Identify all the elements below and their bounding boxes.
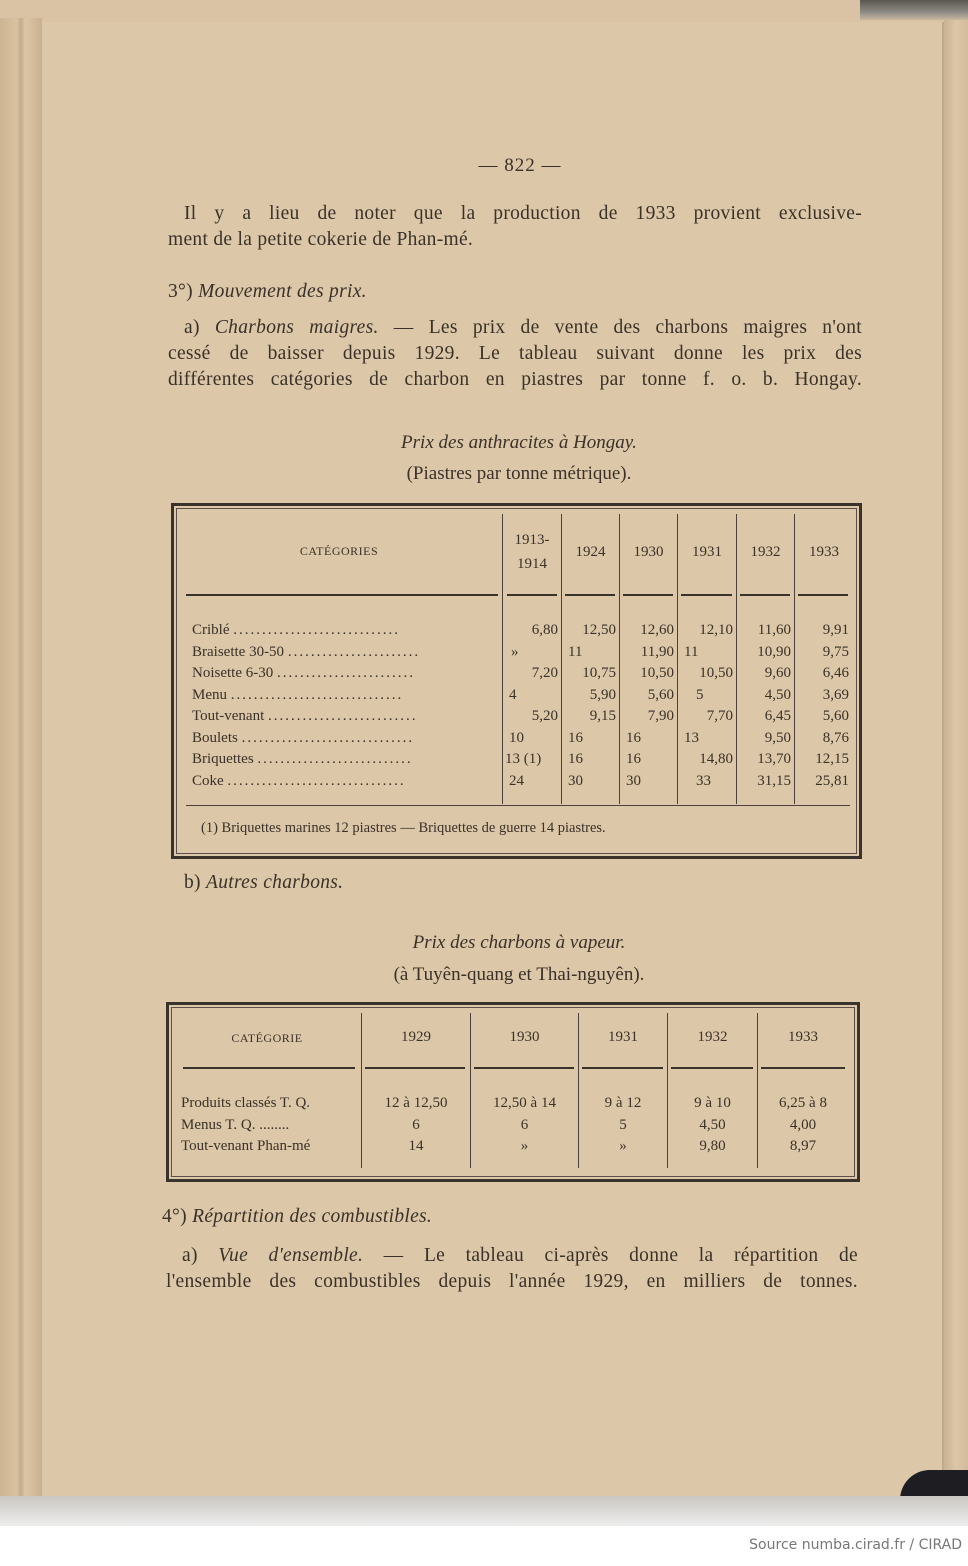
table2-header-rule xyxy=(474,1067,574,1069)
table1-cell: 5,90 xyxy=(589,686,616,703)
subsection-a-title: Charbons maigres. xyxy=(214,317,379,338)
subsection-b-label: b) xyxy=(184,872,201,893)
table1-cell: 7,20 xyxy=(531,665,558,681)
table1-header-rule xyxy=(507,594,557,596)
table2-cell: 14 xyxy=(408,1138,424,1154)
table1-cell: 16 xyxy=(568,751,583,767)
table1-cell: 5,60 xyxy=(822,708,849,724)
table1-header-rule xyxy=(565,594,615,596)
subsection-b-title: Autres charbons. xyxy=(206,872,344,893)
table1-header-1931: 1931 xyxy=(692,544,722,560)
table1-cell: 9,15 xyxy=(589,708,616,724)
table1-cell: 13,70 xyxy=(757,751,791,767)
table1-cell: 11 xyxy=(684,643,699,660)
table1-cell: 10,50 xyxy=(640,665,674,681)
table2-header-rule xyxy=(183,1067,355,1069)
table1-cell: 13 (1) xyxy=(505,751,542,767)
subsection-b-heading xyxy=(168,870,862,896)
table1-cell: 10,90 xyxy=(757,643,791,660)
table2-cell: 12 à 12,50 xyxy=(384,1095,448,1111)
table1-cell: 6,45 xyxy=(764,708,791,724)
table2-header-rule xyxy=(671,1067,753,1069)
table2-col-1933 xyxy=(758,1093,848,1158)
table2-cell: 4,50 xyxy=(699,1116,726,1133)
table1-row-label: Tout-venant .......................... xyxy=(192,708,418,724)
table2-col-1930 xyxy=(471,1093,578,1158)
table1-cell: 4,50 xyxy=(764,686,791,703)
table1-cell: 7,70 xyxy=(706,708,733,724)
table1-cell: 6,46 xyxy=(822,665,849,681)
section-3-heading xyxy=(168,279,862,305)
table2-cell: 6,25 à 8 xyxy=(779,1095,827,1111)
table1-header-categories: CATÉGORIES xyxy=(299,544,379,558)
table2-header-1933: 1933 xyxy=(788,1029,818,1045)
table1-cell: 10,75 xyxy=(582,665,616,681)
table1-cell: 10,50 xyxy=(699,665,733,681)
table2-row-labels xyxy=(181,1093,361,1158)
table1-cell: 13 xyxy=(684,729,699,746)
table1-cell: 16 xyxy=(626,751,641,767)
table1-cell: 31,15 xyxy=(757,772,791,789)
table1-cell: 5 xyxy=(696,686,704,703)
table1-col-1932 xyxy=(739,620,791,792)
table1-cell: 16 xyxy=(568,729,583,746)
table1-cell: 12,15 xyxy=(815,751,849,767)
page-number: — 822 — xyxy=(478,155,562,176)
table2-header-category: CATÉGORIE xyxy=(231,1031,303,1045)
table2-title: Prix des charbons à vapeur. xyxy=(412,932,626,953)
table1-cell: » xyxy=(511,643,519,660)
section-4-number: 4°) xyxy=(162,1206,187,1227)
table1-cell: 5,60 xyxy=(647,686,674,703)
table1-subtitle: (Piastres par tonne métrique). xyxy=(406,463,632,484)
section-3-number: 3°) xyxy=(168,281,193,302)
table1-cell: 3,69 xyxy=(822,686,849,703)
table1-header-rule xyxy=(740,594,790,596)
table1-footnote: (1) Briquettes marines 12 piastres — Briquettes de guerre 14 piastres. xyxy=(201,820,606,836)
table2-cell: » xyxy=(520,1138,529,1154)
table1-cell: 4 xyxy=(509,686,517,703)
table1-cell: 9,60 xyxy=(764,665,791,681)
subsection-4a-line-1 xyxy=(166,1243,858,1269)
table2-row-label: Produits classés T. Q. xyxy=(181,1095,311,1111)
table2-cell: 6 xyxy=(520,1116,529,1133)
subsection-a-line-2: cessé de baisser depuis 1929. Le tableau suivant donne les prix des xyxy=(168,343,862,364)
table2-cell: 5 xyxy=(619,1116,627,1133)
table1-header-rule xyxy=(681,594,732,596)
table1-header-1930: 1930 xyxy=(633,544,664,560)
table1-cell: 24 xyxy=(509,772,524,789)
table1-cell: 12,50 xyxy=(582,622,616,638)
table1-cell: 7,90 xyxy=(647,708,674,724)
table1-cell: 9,75 xyxy=(822,643,849,660)
table2-row-label: Menus T. Q. ........ xyxy=(181,1116,290,1133)
table1-col-1931 xyxy=(680,620,733,792)
table2-cell: 6 xyxy=(412,1116,420,1133)
table1-header-1924: 1924 xyxy=(575,544,606,560)
section-4-title: Répartition des combustibles. xyxy=(192,1206,433,1227)
table2-header-1932: 1932 xyxy=(697,1029,728,1045)
table2-header-rule xyxy=(761,1067,845,1069)
table1-cell: 12,60 xyxy=(640,622,674,638)
table1-cell: 11 xyxy=(568,643,583,660)
subsection-4a-text-1: — Le tableau ci-après donne la répartition de xyxy=(383,1245,858,1266)
table2-header-rule xyxy=(365,1067,465,1069)
table1-row-label: Briquettes ........................... xyxy=(192,751,413,767)
table1-row-label: Boulets .............................. xyxy=(192,729,415,746)
table2-col-1931 xyxy=(579,1093,667,1158)
table1-row-label: Noisette 6-30 ........................ xyxy=(192,665,415,681)
table1-row-label: Braisette 30-50 ....................... xyxy=(192,643,421,660)
subsection-a-line-1 xyxy=(168,315,862,341)
table1-footnote-rule xyxy=(186,805,850,806)
subsection-4a-line-2: l'ensemble des combustibles depuis l'année 1929, en milliers de tonnes. xyxy=(166,1271,858,1292)
table1-row-label: Criblé ............................. xyxy=(192,622,400,638)
table2-cell: 4,00 xyxy=(789,1116,817,1133)
table1-header-rule xyxy=(798,594,848,596)
table2-subtitle: (à Tuyên-quang et Thai-nguyên). xyxy=(393,964,645,985)
subsection-4a-title: Vue d'ensemble. xyxy=(218,1245,364,1266)
table1-cell: 8,76 xyxy=(822,729,849,746)
table2-col-1932 xyxy=(668,1093,757,1158)
table2-header-1929: 1929 xyxy=(401,1029,431,1045)
table1-cell: 30 xyxy=(626,772,641,789)
table1-col-1924 xyxy=(564,620,616,792)
subsection-4a-label: a) xyxy=(182,1245,198,1266)
table1-header-1932: 1932 xyxy=(750,544,781,560)
table1-cell: 30 xyxy=(568,772,583,789)
table2-header-1931: 1931 xyxy=(608,1029,638,1045)
subsection-a-label: a) xyxy=(184,317,200,338)
table1-row-labels xyxy=(192,620,500,792)
table2-cell: 9 à 10 xyxy=(694,1095,731,1111)
table1-cell: 16 xyxy=(626,729,641,746)
subsection-a-line-3: différentes catégories de charbon en piastres par tonne f. o. b. Hongay. xyxy=(168,369,862,390)
table1-cell: 25,81 xyxy=(815,772,849,789)
table1-cell: 5,20 xyxy=(531,708,558,724)
table2-steam-coal-prices xyxy=(166,1002,860,1182)
table1-col-1913-1914 xyxy=(505,620,558,792)
table1-col-1933 xyxy=(797,620,849,792)
table2-cell: » xyxy=(619,1138,627,1154)
table1-cell: 9,50 xyxy=(764,729,791,746)
table1-header-1913 xyxy=(503,528,561,576)
table1-cell: 6,80 xyxy=(531,622,558,638)
intro-line-1: Il y a lieu de noter que la production de 1933 provient exclusive- xyxy=(184,203,862,224)
table1-cell: 14,80 xyxy=(699,751,733,767)
table2-cell: 9,80 xyxy=(699,1138,726,1154)
table1-row-label: Menu .............................. xyxy=(192,686,404,703)
table2-col-1929 xyxy=(362,1093,470,1158)
source-credit: Source numba.cirad.fr / CIRAD xyxy=(749,1537,962,1553)
table1-row-label: Coke ............................... xyxy=(192,772,406,789)
table2-cell: 12,50 à 14 xyxy=(493,1095,556,1111)
table2-cell: 8,97 xyxy=(789,1138,817,1154)
table1-cell: 10 xyxy=(509,729,524,746)
table1-header-rule xyxy=(623,594,673,596)
table1-cell: 11,90 xyxy=(640,643,674,660)
table1-cell: 11,60 xyxy=(757,622,791,638)
table1-cell: 9,91 xyxy=(822,622,849,638)
table1-header-1933: 1933 xyxy=(809,544,839,560)
section-3-title: Mouvement des prix. xyxy=(198,281,367,302)
table1-header-1913-line2: 1914 xyxy=(517,556,547,572)
table1-header-1913-line1: 1913- xyxy=(514,532,550,548)
section-4-heading xyxy=(162,1204,856,1230)
table1-col-1930 xyxy=(622,620,674,792)
table1-title: Prix des anthracites à Hongay. xyxy=(401,432,637,453)
subsection-a-text-1: — Les prix de vente des charbons maigres n'ont xyxy=(393,317,862,338)
table2-row-label: Tout-venant Phan-mé xyxy=(181,1138,311,1154)
table2-header-1930: 1930 xyxy=(509,1029,540,1045)
table1-cell: 12,10 xyxy=(699,622,733,638)
table2-header-rule xyxy=(582,1067,663,1069)
table1-cell: 33 xyxy=(696,772,711,789)
intro-line-2: ment de la petite cokerie de Phan-mé. xyxy=(168,229,474,250)
table1-header-rule xyxy=(186,594,498,596)
table2-cell: 9 à 12 xyxy=(604,1095,642,1111)
table1-anthracite-prices xyxy=(171,503,862,859)
